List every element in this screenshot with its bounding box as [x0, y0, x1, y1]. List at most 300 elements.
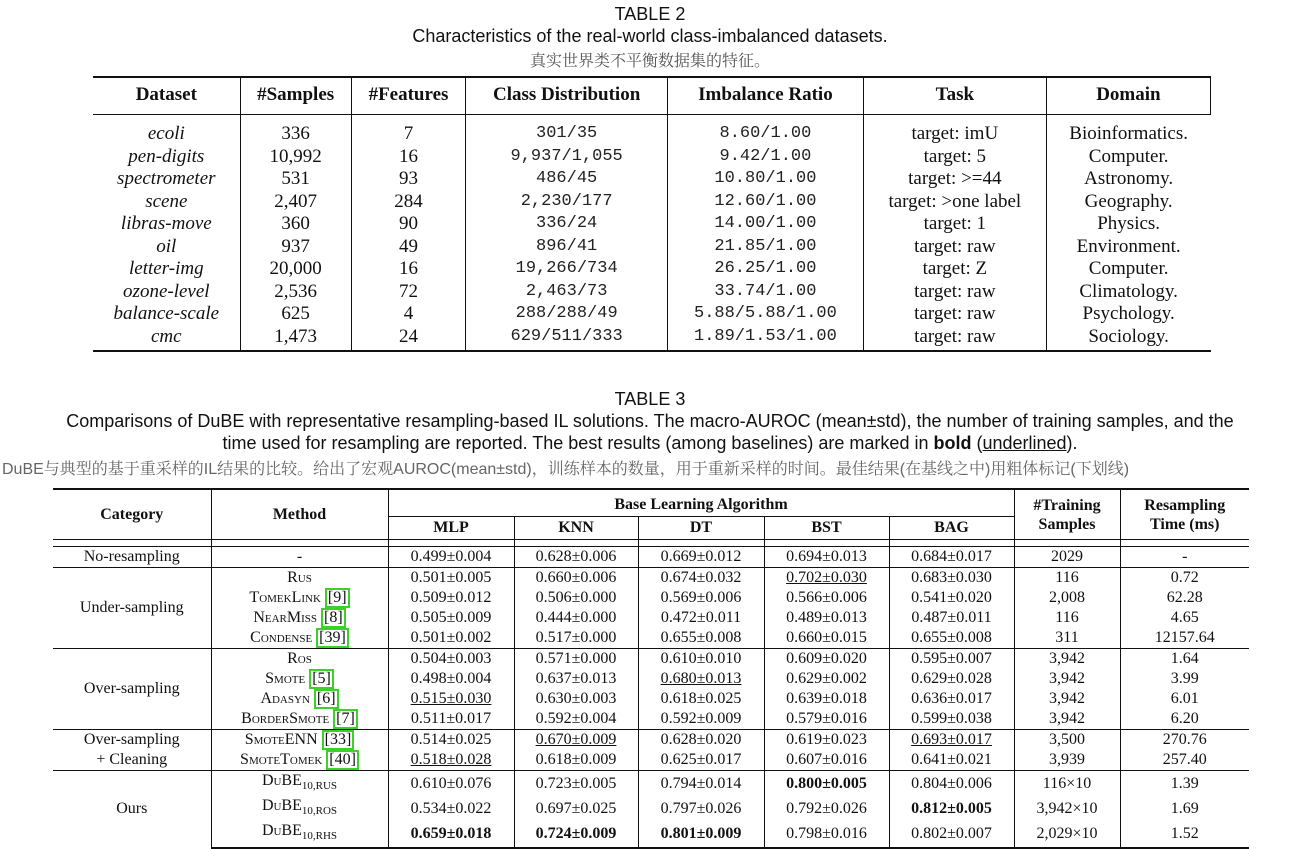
samples-cell: 3,939 [1014, 750, 1120, 771]
header-time-line2: Time (ms) [1150, 515, 1220, 533]
cell-samples: 1,473 [240, 326, 351, 352]
datasets-table [93, 76, 1211, 352]
cell-samples: 2,407 [240, 191, 351, 214]
bst-cell: 0.566±0.006 [764, 588, 889, 608]
method-name: DuBE [261, 822, 302, 840]
mlp-cell: 0.504±0.003 [388, 649, 514, 670]
cell-ratio: 8.60/1.00 [667, 115, 863, 146]
citation-close: ] [325, 670, 331, 687]
bag-cell: 0.487±0.011 [889, 608, 1014, 628]
category-line1: Over-sampling [83, 731, 180, 748]
method-name: Adasyn [260, 690, 310, 707]
mlp-cell: 0.499±0.004 [388, 547, 514, 568]
cell-features: 4 [351, 303, 466, 326]
cell-task: target: 5 [863, 146, 1046, 169]
time-cell: 4.65 [1170, 609, 1199, 626]
samples-cell: 3,942 [1014, 669, 1120, 689]
underlined-value: 0.515±0.030 [410, 690, 492, 707]
citation-open: [ [316, 690, 323, 707]
method-cell [211, 588, 388, 608]
knn-cell: 0.628±0.006 [514, 547, 638, 568]
mlp-cell: 0.509±0.012 [388, 588, 514, 608]
method-name: Smote [265, 670, 306, 687]
method-cell [211, 796, 388, 821]
cell-features: 7 [351, 115, 466, 146]
bst-cell: 0.619±0.023 [764, 730, 889, 751]
table3-caption-line2 [0, 433, 1300, 454]
mlp-cell: 0.511±0.017 [388, 709, 514, 730]
bag-cell: 0.641±0.021 [889, 750, 1014, 771]
table2-header-row [93, 77, 1211, 115]
cell-features: 24 [351, 326, 466, 352]
bst-cell: 0.800±0.005 [764, 771, 889, 797]
table-row [53, 608, 1249, 628]
header-bst: BST [764, 517, 889, 540]
cell-ratio: 33.74/1.00 [667, 281, 863, 304]
cell-task: target: >one label [863, 191, 1046, 214]
dt-cell: 0.592±0.009 [638, 709, 764, 730]
header-mlp: MLP [388, 517, 514, 540]
citation-link[interactable] [321, 608, 346, 628]
underlined-value: 0.693±0.017 [911, 731, 992, 748]
method-name: SmoteENN [244, 731, 318, 748]
knn-cell: 0.637±0.013 [514, 669, 638, 689]
bag-cell: 0.804±0.006 [889, 771, 1014, 797]
method-cell [211, 669, 388, 689]
mlp-cell: 0.659±0.018 [388, 821, 514, 847]
caption-text: time used for resampling are reported. The best results (among baselines) are marked in [222, 433, 934, 453]
header-knn: KNN [514, 517, 638, 540]
cell-ratio: 14.00/1.00 [667, 213, 863, 236]
table2-title: TABLE 2 [614, 4, 686, 24]
cell-distribution: 486/45 [466, 168, 668, 191]
bag-cell: 0.802±0.007 [889, 821, 1014, 847]
cell-domain: Climatology. [1079, 280, 1178, 302]
cell-distribution: 301/35 [466, 115, 668, 146]
caption-text: ( [971, 433, 983, 453]
table-row [53, 796, 1249, 821]
cell-samples: 360 [240, 213, 351, 236]
knn-cell: 0.444±0.000 [514, 608, 638, 628]
bag-cell: 0.629±0.028 [889, 669, 1014, 689]
cell-distribution: 288/288/49 [466, 303, 668, 326]
category-cell: Under-sampling [53, 568, 211, 649]
cell-domain: Astronomy. [1084, 168, 1174, 190]
cell-features: 90 [351, 213, 466, 236]
table2-caption: Characteristics of the real-world class-imbalanced datasets. [412, 26, 888, 46]
bst-cell: 0.579±0.016 [764, 709, 889, 730]
cell-domain: Computer. [1088, 145, 1169, 167]
method-cell [211, 771, 388, 797]
cell-task: target: imU [863, 115, 1046, 146]
table-row [93, 236, 1211, 259]
bag-cell: 0.655±0.008 [889, 628, 1014, 649]
cell-task: target: 1 [863, 213, 1046, 236]
dt-cell: 0.797±0.026 [638, 796, 764, 821]
method-cell: - [211, 547, 388, 568]
category-cell: No-resampling [53, 547, 211, 568]
table-row [53, 669, 1249, 689]
cell-samples: 937 [240, 236, 351, 259]
cell-samples: 531 [240, 168, 351, 191]
method-cell [211, 730, 388, 751]
dt-cell [638, 669, 764, 689]
time-cell: 1.64 [1120, 649, 1249, 670]
dt-cell: 0.610±0.010 [638, 649, 764, 670]
bag-cell: 0.636±0.017 [889, 689, 1014, 709]
citation-number: 9 [333, 589, 342, 606]
cell-samples: 336 [240, 115, 351, 146]
dt-cell: 0.801±0.009 [638, 821, 764, 847]
time-cell: 6.20 [1170, 710, 1199, 727]
cell-dataset: balance-scale [93, 303, 240, 326]
dt-cell: 0.794±0.014 [638, 771, 764, 797]
dt-cell: 0.618±0.025 [638, 689, 764, 709]
knn-cell: 0.517±0.000 [514, 628, 638, 649]
mlp-cell: 0.534±0.022 [388, 796, 514, 821]
method-subscript: 10,ROS [301, 805, 338, 818]
cell-domain: Bioinformatics. [1069, 123, 1189, 145]
citation-link[interactable] [314, 689, 339, 709]
method-cell [211, 689, 388, 709]
citation-close: ] [350, 751, 356, 768]
samples-cell: 2029 [1014, 547, 1120, 568]
cell-ratio: 12.60/1.00 [667, 191, 863, 214]
citation-link[interactable] [322, 730, 355, 750]
header-dt: DT [638, 517, 764, 540]
citation-number: 6 [322, 690, 331, 707]
citation-open: [ [324, 609, 330, 626]
cell-dataset: spectrometer [93, 168, 240, 191]
header-dataset: Dataset [93, 77, 240, 115]
header-samples: #Samples [240, 77, 351, 115]
table-row [93, 213, 1211, 236]
category-line2: + Cleaning [96, 751, 168, 768]
cell-domain: Computer. [1088, 258, 1169, 280]
table-row [53, 628, 1249, 649]
citation-close: ] [349, 710, 355, 727]
bst-cell: 0.798±0.016 [764, 821, 889, 847]
table-row [93, 191, 1211, 214]
method-cell [211, 628, 388, 649]
dt-cell: 0.569±0.006 [638, 588, 764, 608]
table2-caption-zh: 真实世界类不平衡数据集的特征。 [529, 53, 770, 70]
cell-samples: 625 [240, 303, 351, 326]
header-resampling-time [1120, 489, 1249, 540]
table-row [53, 730, 1249, 751]
samples-cell: 3,942 [1014, 689, 1120, 709]
citation-number: 5 [317, 670, 326, 687]
table-row [93, 303, 1211, 326]
cell-task: target: raw [863, 236, 1046, 259]
cell-dataset: scene [93, 191, 240, 214]
method-cell [211, 709, 388, 730]
header-training-samples [1014, 489, 1120, 540]
samples-cell: 311 [1014, 628, 1120, 649]
citation-open: [ [329, 751, 335, 768]
mlp-cell: 0.501±0.002 [388, 628, 514, 649]
knn-cell: 0.697±0.025 [514, 796, 638, 821]
mlp-cell [388, 689, 514, 709]
citation-number: 7 [341, 710, 350, 727]
cell-distribution: 896/41 [466, 236, 668, 259]
table-row [53, 568, 1249, 589]
method-cell: Ros [211, 649, 388, 670]
table-row [53, 689, 1249, 709]
citation-link[interactable] [326, 750, 359, 770]
cell-samples: 10,992 [240, 146, 351, 169]
table-row [53, 649, 1249, 670]
method-name: NearMiss [253, 609, 318, 626]
mlp-cell: 0.505±0.009 [388, 608, 514, 628]
cell-distribution: 629/511/333 [466, 326, 668, 352]
dt-cell: 0.472±0.011 [638, 608, 764, 628]
citation-number: 40 [334, 751, 351, 768]
samples-cell: 3,942 [1014, 649, 1120, 670]
bst-cell: 0.609±0.020 [764, 649, 889, 670]
method-cell [211, 750, 388, 771]
bst-cell: 0.607±0.016 [764, 750, 889, 771]
cell-task: target: Z [863, 258, 1046, 281]
cell-features: 16 [351, 146, 466, 169]
cell-features: 284 [351, 191, 466, 214]
samples-cell: 116×10 [1014, 771, 1120, 797]
method-subscript: 10,RHS [301, 830, 338, 843]
citation-close: ] [345, 731, 352, 748]
header-base-learning-algorithm: Base Learning Algorithm [388, 489, 1014, 517]
citation-link[interactable] [309, 669, 334, 689]
time-cell: 270.76 [1120, 730, 1249, 751]
header-bag: BAG [889, 517, 1014, 540]
time-cell: 0.72 [1120, 568, 1249, 589]
cell-domain: Geography. [1084, 190, 1173, 212]
cell-samples: 20,000 [240, 258, 351, 281]
cell-ratio: 9.42/1.00 [667, 146, 863, 169]
header-category: Category [53, 489, 211, 540]
cell-ratio: 26.25/1.00 [667, 258, 863, 281]
citation-open: [ [327, 589, 334, 606]
bag-cell: 0.812±0.005 [889, 796, 1014, 821]
comparison-table [53, 488, 1249, 849]
method-name: BorderSmote [241, 710, 330, 727]
category-cell [53, 730, 211, 771]
method-cell [211, 821, 388, 847]
caption-bold-word: bold [933, 433, 972, 453]
bst-cell: 0.694±0.013 [764, 547, 889, 568]
cell-dataset: pen-digits [93, 146, 240, 169]
knn-cell: 0.660±0.006 [514, 568, 638, 589]
header-features: #Features [351, 77, 466, 115]
table-row [53, 588, 1249, 608]
citation-open: [ [312, 670, 318, 687]
cell-features: 93 [351, 168, 466, 191]
table3-caption-zh: DuBE与典型的基于重采样的IL结果的比较。给出了宏观AUROC(mean±std)，训练样本的数量，用于重新采样的时间。最佳结果(在基线之中)用粗体标记(下划线) [2, 461, 1130, 478]
method-name: Condense [250, 629, 313, 646]
citation-number: 39 [324, 629, 341, 646]
mlp-cell: 0.498±0.004 [388, 669, 514, 689]
citation-open: [ [319, 629, 325, 646]
header-imbalance-ratio: Imbalance Ratio [667, 77, 863, 115]
time-cell: 1.52 [1120, 821, 1249, 847]
time-cell: 257.40 [1162, 751, 1207, 768]
category-cell: Ours [53, 771, 211, 848]
knn-cell: 0.571±0.000 [514, 649, 638, 670]
caption-text: ). [1066, 433, 1078, 453]
knn-cell [514, 730, 638, 751]
bst-cell: 0.639±0.018 [764, 689, 889, 709]
bst-cell [764, 568, 889, 589]
method-cell: Rus [211, 568, 388, 589]
cell-task: target: >=44 [863, 168, 1046, 191]
time-cell: 1.69 [1170, 799, 1199, 817]
cell-ratio: 5.88/5.88/1.00 [667, 303, 863, 326]
cell-ratio: 1.89/1.53/1.00 [667, 326, 863, 352]
method-name: DuBE [261, 772, 302, 789]
bag-cell: 0.541±0.020 [889, 588, 1014, 608]
table-row [53, 547, 1249, 568]
cell-distribution: 9,937/1,055 [466, 146, 668, 169]
header-domain: Domain [1046, 77, 1210, 115]
cell-dataset: oil [93, 236, 240, 259]
dt-cell: 0.674±0.032 [638, 568, 764, 589]
method-name: TomekLink [249, 589, 321, 606]
mlp-cell: 0.501±0.005 [388, 568, 514, 589]
time-cell: 12157.64 [1154, 629, 1215, 646]
mlp-cell: 0.610±0.076 [388, 771, 514, 797]
caption-underlined-word: underlined [982, 433, 1067, 453]
knn-cell: 0.592±0.004 [514, 709, 638, 730]
table3-caption-line1: Comparisons of DuBE with representative resampling-based IL solutions. The macro-AUROC (mean±std), the number of training samples, and the [66, 411, 1234, 431]
dt-cell: 0.655±0.008 [638, 628, 764, 649]
bag-cell [889, 730, 1014, 751]
dt-cell: 0.625±0.017 [638, 750, 764, 771]
bst-cell: 0.660±0.015 [764, 628, 889, 649]
cell-domain: Sociology. [1046, 326, 1210, 352]
mlp-cell [388, 750, 514, 771]
table-row [53, 771, 1249, 797]
header-method: Method [211, 489, 388, 540]
cell-distribution: 19,266/734 [466, 258, 668, 281]
citation-link[interactable] [325, 588, 350, 608]
method-name: SmoteTomek [240, 751, 323, 768]
cell-dataset: ecoli [93, 115, 240, 146]
bag-cell: 0.595±0.007 [889, 649, 1014, 670]
dt-cell: 0.669±0.012 [638, 547, 764, 568]
mlp-cell: 0.514±0.025 [388, 730, 514, 751]
citation-close: ] [341, 589, 347, 606]
header-class-distribution: Class Distribution [466, 77, 668, 115]
bag-cell: 0.599±0.038 [889, 709, 1014, 730]
table-row [93, 168, 1211, 191]
knn-cell: 0.618±0.009 [514, 750, 638, 771]
table-row [93, 258, 1211, 281]
header-training-line2: Samples [1038, 515, 1096, 533]
samples-cell: 3,500 [1014, 730, 1120, 751]
table-row [93, 146, 1211, 169]
citation-close: ] [337, 609, 343, 626]
samples-cell: 3,942×10 [1014, 796, 1120, 821]
cell-features: 49 [351, 236, 466, 259]
cell-task: target: raw [863, 281, 1046, 304]
dt-cell: 0.628±0.020 [638, 730, 764, 751]
bag-cell: 0.683±0.030 [889, 568, 1014, 589]
header-task: Task [863, 77, 1046, 115]
table3-header-row [53, 489, 1249, 517]
samples-cell: 3,942 [1014, 709, 1120, 730]
cell-task: target: raw [863, 303, 1046, 326]
cell-features: 16 [351, 258, 466, 281]
table-row [93, 115, 1211, 146]
table3-title: TABLE 3 [614, 389, 686, 409]
samples-cell: 116 [1014, 608, 1120, 628]
cell-features: 72 [351, 281, 466, 304]
cell-ratio: 21.85/1.00 [667, 236, 863, 259]
citation-link[interactable] [316, 628, 349, 648]
cell-dataset: cmc [93, 326, 240, 352]
table-row [53, 750, 1249, 771]
citation-number: 33 [329, 731, 346, 748]
bst-cell: 0.489±0.013 [764, 608, 889, 628]
citation-link[interactable] [333, 709, 358, 729]
cell-domain: Physics. [1097, 213, 1161, 235]
citation-open: [ [336, 710, 342, 727]
cell-task: target: raw [863, 326, 1046, 352]
method-subscript: 10,RUS [301, 780, 338, 793]
cell-dataset: ozone-level [93, 281, 240, 304]
underlined-value: 0.702±0.030 [786, 569, 867, 586]
time-cell: 6.01 [1170, 690, 1199, 707]
cell-domain: Environment. [1076, 235, 1181, 257]
time-cell: 1.39 [1120, 771, 1249, 797]
cell-dataset: letter-img [93, 258, 240, 281]
category-cell: Over-sampling [53, 649, 211, 730]
method-cell [211, 608, 388, 628]
bag-cell: 0.684±0.017 [889, 547, 1014, 568]
time-cell: 3.99 [1170, 670, 1199, 687]
header-training-line1: #Training [1033, 496, 1101, 514]
table-row [53, 709, 1249, 730]
citation-open: [ [324, 731, 330, 748]
table-row [93, 281, 1211, 304]
table-row [53, 821, 1249, 847]
table-row [93, 326, 1211, 352]
cell-distribution: 336/24 [466, 213, 668, 236]
citation-number: 8 [329, 609, 338, 626]
underlined-value: 0.680±0.013 [660, 670, 742, 687]
cell-dataset: libras-move [93, 213, 240, 236]
underlined-value: 0.670±0.009 [535, 731, 617, 748]
bst-cell: 0.629±0.002 [764, 669, 889, 689]
citation-close: ] [340, 629, 346, 646]
samples-cell: 116 [1014, 568, 1120, 589]
time-cell: 62.28 [1166, 589, 1203, 606]
knn-cell: 0.506±0.000 [514, 588, 638, 608]
cell-distribution: 2,463/73 [466, 281, 668, 304]
citation-close: ] [330, 690, 336, 707]
samples-cell: 2,029×10 [1014, 821, 1120, 847]
method-name: DuBE [261, 797, 302, 815]
bst-cell: 0.792±0.026 [764, 796, 889, 821]
time-cell: - [1120, 547, 1249, 568]
underlined-value: 0.518±0.028 [410, 751, 492, 768]
knn-cell: 0.723±0.005 [514, 771, 638, 797]
cell-ratio: 10.80/1.00 [667, 168, 863, 191]
header-time-line1: Resampling [1144, 496, 1226, 514]
cell-domain: Psychology. [1082, 303, 1175, 325]
knn-cell: 0.724±0.009 [514, 821, 638, 847]
cell-samples: 2,536 [240, 281, 351, 304]
cell-distribution: 2,230/177 [466, 191, 668, 214]
